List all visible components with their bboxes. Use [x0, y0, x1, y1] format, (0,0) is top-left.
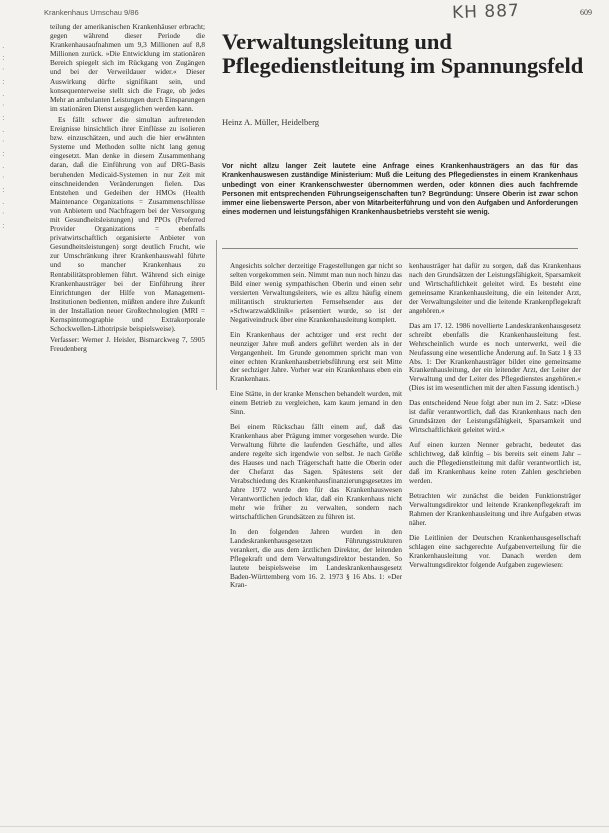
middle-paragraph: Bei einem Rückschau fällt einem auf, daß das Krankenhaus aber Prägung immer vorgesehen wurde. Die Verwaltung führte die laufenden Geschäfte, und alles andere regelte sich irgendwie von selbst. Je nach Größe des Hauses und nach Trägerschaft hatte die Oberin oder der Chefarzt das Sagen. Spätestens seit der Verabschiedung des Krankenhausfinanzierungsgesetzes im Jahre 1972 wurde den für das Krankenhauswesen Verantwortlichen jedoch klar, daß ein Krankenhaus nicht mehr wie früher zu verwalten, sondern nach wirtschaftlichen Grundsätzen zu führen ist.: [230, 423, 402, 521]
middle-column: [230, 262, 402, 596]
right-column: [409, 262, 581, 576]
middle-paragraph: Eine Stätte, in der kranke Menschen behandelt wurden, mit einem Betrieb zu vergleichen, kam kaum jemand in den Sinn.: [230, 390, 402, 417]
middle-paragraph: Angesichts solcher derzeitige Fragestellungen gar nicht so selten vorgekommen sein. Nimmt man nun noch hinzu das Bild einer wenig sympathischen Oberin und einen sehr versierten Verwaltungsleiters, wie es allzu häufig einem militantisch strukturierten Fernsehsender aus der »Schwarzwaldklinik« präsentiert wurde, so ist der Negativeindruck über eine Krankenhausleitung komplett.: [230, 262, 402, 324]
right-paragraph: Betrachten wir zunächst die beiden Funktionsträger Verwaltungsdirektor und leitende Krankenpflegekraft im Rahmen der Krankenhausleitung und ihre Aufgaben etwas näher.: [409, 491, 581, 527]
right-paragraph: kenhausträger hat dafür zu sorgen, daß das Krankenhaus nach den Grundsätzen der Leistungsfähigkeit, Sparsamkeit und Wirtschaftlichkeit geleitet wird. Es besteht eine gemeinsame Krankenhausleitung, die ein leitender Arzt, der Verwaltungsleiter und die leitende Krankenpflegekraft angehören.«: [409, 262, 581, 315]
left-paragraph: teilung der amerikanischen Krankenhäuser erbracht; gegen während dieser Periode die Krankenhausaufnahmen um 9,3 Millionen auf 8,8 Millionen zurück. »Die Entwicklung im stationären Bereich spiegelt sich im Rückgang von Zugängen und bei der Verweildauer wider.« Dieser Auswirkung dürfte signifikant sein, und konsequenterweise stellt sich die Frage, ob jedes Mehr an ambulanten Leistungen durch Einsparungen im stationären Dienst ausgeglichen werden kann.: [50, 22, 206, 113]
page-number: 609: [580, 8, 592, 17]
author-address: Verfasser: Werner J. Heisler, Bismarckweg 7, 5905 Freudenberg: [50, 335, 205, 354]
article-lead: Vor nicht allzu langer Zeit lautete eine Anfrage eines Krankenhausträgers an das für das Krankenhauswesen zuständige Ministerium: Muß die Leitung des Pflegedienstes in einem Krankenhaus unbedingt von einer Krankenschwester übernommen werden, oder können dies auch fachfremde Personen mit entsprechenden Führungseigenschaften tun? Begründung: Unsere Oberin ist zwar schon immer eine liebenswerte Person, aber von Mitarbeiterführung und von den Aufgaben und Anforderungen eines modernen und leistungsfähigen Krankenhausbetriebs versteht sie wenig.: [222, 162, 578, 217]
running-head: Krankenhaus Umschau 9/86: [44, 8, 139, 17]
left-column: [50, 22, 205, 355]
lead-separator: [222, 248, 578, 249]
margin-scan-marks: . : · : . · : . · : . · : . · :: [2, 41, 5, 230]
article-author: Heinz A. Müller, Heidelberg: [222, 117, 319, 127]
middle-paragraph: Ein Krankenhaus der achtziger und erst recht der neunziger Jahre muß anders geführt werden als in der Vergangenheit. Im Grunde genommen spricht man von einer echten Krankenhausbetriebsführung erst seit Mitte der sechziger Jahre. Vorher war ein Krankenhaus eben ein Krankenhaus.: [230, 330, 402, 384]
right-paragraph: Auf einen kurzen Nenner gebracht, bedeutet das schlichtweg, daß künftig – bis bereits seit einem Jahr – auch die Pflegedienstleitung mit dafür verantwortlich ist, daß im Krankenhaus keine roten Zahlen geschrieben werden.: [409, 441, 581, 485]
right-paragraph: Das entscheidend Neue folgt aber nun im 2. Satz: »Diese ist dafür verantwortlich, daß das Krankenhaus nach den Grundsätzen der Leistungsfähigkeit, Sparsamkeit und Wirtschaftlichkeit geleitet wird.«: [409, 399, 581, 435]
left-paragraph: Es fällt schwer die simultan auftretenden Ereignisse hinsichtlich ihrer Einflüsse zu isolieren bzw. einzuschätzen, und auch die hier erwähnten Systeme und Methoden sollte nicht lang genug eingesetzt. Man denke in diesem Zusammenhang daran, daß die Einführung von auf DRG-Basis beruhenden Medicaid-Systemen in nur Zeit mit einschneidenden Veränderungen fielen. Das Entstehen und Gedeihen der HMOs (Health Maintenance Organizations = Zusammenschlüsse von Anbietern und Nachfragern bei der Versorgung mit Gesundheitsleistungen) und PPOs (Preferred Provider Organizations = ebenfalls privatwirtschaftlich organisierte Anbieter von Gesundheitsleistungen) sorgt deutlich Frucht, wie zur Umschränkung ihrer Krankenhauswahl führte und so mancher Krankenhaus zu Rentabilitätsproblemen führt. Während sich einige Krankenhausträger bei der Einführung ihrer Einrichtungen der Hilfe von Management-Institutionen bedienten, müßten andere ihre Zukunft in der Installation neuer Großtechnologien (MRI = Kernspintomographie und Extrakorporale Schockwellen-Lithotripsie beispielsweise).: [50, 114, 205, 334]
handwritten-note: KH 887: [451, 0, 521, 24]
page-bottom-edge: [0, 826, 609, 827]
margin-rule: [216, 240, 217, 390]
article-title: Verwaltungsleitung und Pflegedienstleitung im Spannungsfeld: [222, 29, 584, 78]
right-paragraph: Das am 17. 12. 1986 novellierte Landeskrankenhausgesetz schreibt ebenfalls die Krankenhausleitung fest. Wehrscheinlich wurde es noch unterwerkt, weil die Neufassung eine wesentliche Änderung auf. In Satz 1 § 33 Abs. 1: Der Krankenhausträger bildet eine gemeinsame Krankenhausleitung, der ein leitender Arzt, der Leiter der Verwaltung und der Leiter des Pflegedienstes angehören.« (Dies ist im wesentlichen mit der alten Fassung identisch.): [409, 321, 581, 393]
middle-paragraph: In den folgenden Jahren wurden in den Landeskrankenhausgesetzen Führungsstrukturen verankert, die aus dem ärztlichen Direktor, der leitenden Pflegekraft und dem Verwaltungsdirektor bestanden. So lautete beispielsweise im Landeskrankenhausgesetz Baden-Württemberg vom 16. 2. 1973 § 16 Abs. 1: »Der Kran-: [230, 527, 402, 590]
right-paragraph: Die Leitlinien der Deutschen Krankenhausgesellschaft schlagen eine sachgerechte Aufgabenverteilung für die Krankenhausleitung vor. Danach werden dem Verwaltungsdirektor folgende Aufgaben zugewiesen:: [409, 533, 581, 569]
